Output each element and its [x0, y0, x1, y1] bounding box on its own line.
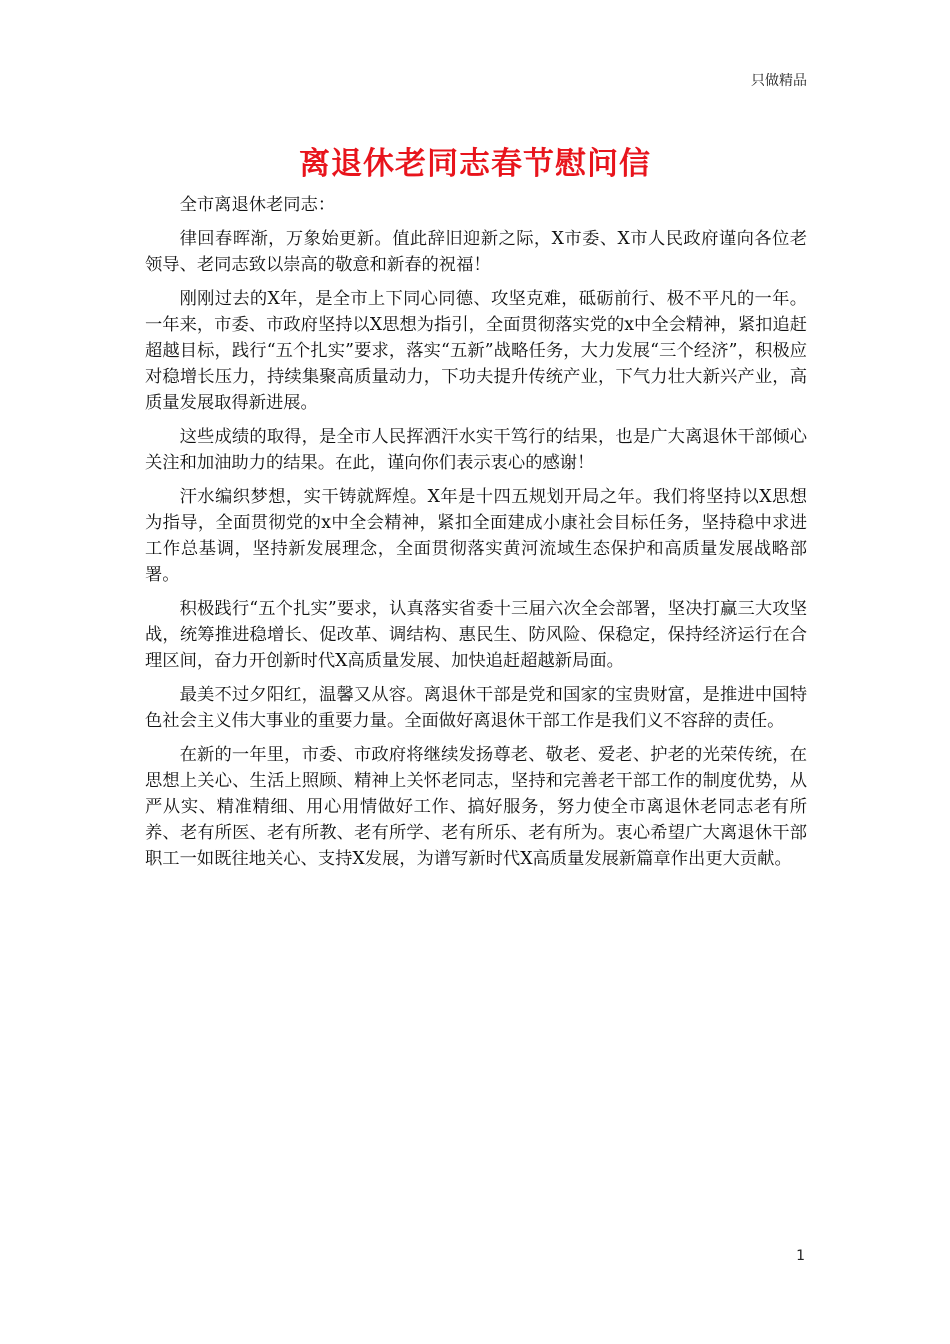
letter-body [145, 192, 807, 880]
paragraph-2: 刚刚过去的X年，是全市上下同心同德、攻坚克难，砥砺前行、极不平凡的一年。一年来，市委、市政府坚持以X思想为指引，全面贯彻落实党的x中全会精神，紧扣追赶超越目标，践行“五个扎实”要求，落实“五新”战略任务，大力发展“三个经济”，积极应对稳增长压力，持续集聚高质量动力，下功夫提升传统产业，下气力壮大新兴产业，高质量发展取得新进展。 [145, 289, 807, 413]
paragraph-6: 最美不过夕阳红，温馨又从容。离退休干部是党和国家的宝贵财富，是推进中国特色社会主义伟大事业的重要力量。全面做好离退休干部工作是我们义不容辞的责任。 [145, 685, 807, 731]
paragraph-4: 汗水编织梦想，实干铸就辉煌。X年是十四五规划开局之年。我们将坚持以X思想为指导，全面贯彻党的x中全会精神，紧扣全面建成小康社会目标任务，坚持稳中求进工作总基调，坚持新发展理念，全面贯彻落实黄河流域生态保护和高质量发展战略部署。 [145, 487, 807, 585]
document-title: 离退休老同志春节慰问信 [299, 146, 651, 182]
paragraph-1: 律回春晖渐，万象始更新。值此辞旧迎新之际，X市委、X市人民政府谨向各位老领导、老同志致以崇高的敬意和新春的祝福！ [145, 229, 807, 275]
paragraph-7: 在新的一年里，市委、市政府将继续发扬尊老、敬老、爱老、护老的光荣传统，在思想上关心、生活上照顾、精神上关怀老同志，坚持和完善老干部工作的制度优势，从严从实、精准精细、用心用情做好工作、搞好服务，努力使全市离退休老同志老有所养、老有所医、老有所教、老有所学、老有所乐、老有所为。衷心希望广大离退休干部职工一如既往地关心、支持X发展，为谱写新时代X高质量发展新篇章作出更大贡献。 [145, 745, 807, 869]
paragraph-3: 这些成绩的取得，是全市人民挥洒汗水实干笃行的结果，也是广大离退休干部倾心关注和加油助力的结果。在此，谨向你们表示衷心的感谢！ [145, 427, 807, 473]
header-note: 只做精品 [751, 73, 807, 89]
paragraph-5: 积极践行“五个扎实”要求，认真落实省委十三届六次全会部署，坚决打赢三大攻坚战，统筹推进稳增长、促改革、调结构、惠民生、防风险、保稳定，保持经济运行在合理区间，奋力开创新时代X高质量发展、加快追赶超越新局面。 [145, 599, 807, 671]
page-number: 1 [796, 1248, 805, 1264]
salutation: 全市离退休老同志： [179, 195, 336, 215]
